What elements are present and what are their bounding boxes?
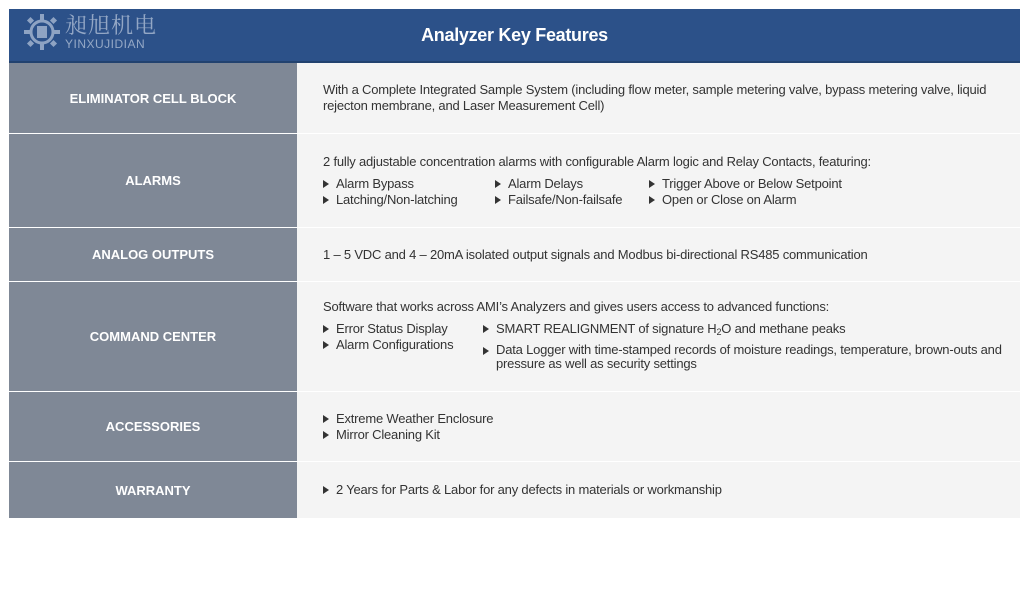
- bullet-arrow-icon: [495, 180, 501, 188]
- row-label-accessories: ACCESSORIES: [9, 392, 297, 461]
- command-center-right-list: [483, 321, 1002, 374]
- table-row: [9, 134, 1020, 228]
- list-item: Error Status Display: [323, 321, 483, 337]
- row-label-analog-outputs: ANALOG OUTPUTS: [9, 228, 297, 281]
- row-content-analog-outputs: [297, 228, 1020, 281]
- features-table: [9, 9, 1020, 518]
- bullet-arrow-icon: [649, 196, 655, 204]
- list-item: 2 Years for Parts & Labor for any defects in materials or workmanship: [323, 482, 1002, 498]
- bullet-arrow-icon: [323, 196, 329, 204]
- bullet-arrow-icon: [323, 486, 329, 494]
- bullet-arrow-icon: [323, 341, 329, 349]
- bullet-arrow-icon: [483, 325, 489, 333]
- table-row: [9, 282, 1020, 392]
- row-content-eliminator-cell-block: [297, 63, 1020, 133]
- brand-logo: [21, 11, 157, 53]
- list-item: Alarm Delays: [495, 176, 627, 192]
- gear-logo-icon: [21, 11, 63, 53]
- row-label-alarms: ALARMS: [9, 134, 297, 227]
- list-item: Mirror Cleaning Kit: [323, 427, 1002, 443]
- table-row: [9, 462, 1020, 518]
- table-row: [9, 228, 1020, 282]
- accessories-bullet-list: [323, 411, 1002, 443]
- table-header: [9, 9, 1020, 63]
- list-item: Extreme Weather Enclosure: [323, 411, 1002, 427]
- bullet-arrow-icon: [649, 180, 655, 188]
- row-label-command-center: COMMAND CENTER: [9, 282, 297, 391]
- row-description: 2 fully adjustable concentration alarms with configurable Alarm logic and Relay Contacts, featuring:: [323, 153, 871, 169]
- bullet-arrow-icon: [483, 347, 489, 355]
- list-item: Trigger Above or Below Setpoint: [649, 176, 842, 192]
- bullet-arrow-icon: [323, 415, 329, 423]
- row-content-warranty: [297, 462, 1020, 518]
- row-label-eliminator-cell-block: ELIMINATOR CELL BLOCK: [9, 63, 297, 133]
- bullet-arrow-icon: [495, 196, 501, 204]
- logo-chinese-text: 昶旭机电: [65, 12, 158, 38]
- bullet-arrow-icon: [323, 325, 329, 333]
- table-row: [9, 63, 1020, 134]
- row-content-alarms: [297, 134, 1020, 227]
- list-item: Alarm Bypass: [323, 176, 473, 192]
- alarm-bullet-list: [323, 176, 1002, 208]
- table-title: Analyzer Key Features: [421, 24, 608, 45]
- row-content-command-center: [297, 282, 1020, 391]
- row-description: Software that works across AMI’s Analyzers and gives users access to advanced functions:: [323, 299, 830, 314]
- command-center-left-list: [323, 321, 483, 374]
- list-item: Open or Close on Alarm: [649, 192, 842, 208]
- list-item: Alarm Configurations: [323, 337, 483, 353]
- warranty-bullet-list: [323, 482, 1002, 498]
- table-row: [9, 392, 1020, 462]
- bullet-arrow-icon: [323, 431, 329, 439]
- list-item: SMART REALIGNMENT of signature $H_2O$ and methane peaks: [483, 321, 1002, 340]
- list-item: Data Logger with time-stamped records of moisture readings, temperature, brown-outs and pressure as well as security settings: [483, 343, 1002, 371]
- bullet-arrow-icon: [323, 180, 329, 188]
- row-description: 1 – 5 VDC and 4 – 20mA isolated output signals and Modbus bi-directional RS485 communication: [323, 246, 868, 262]
- list-item: Latching/Non-latching: [323, 192, 473, 208]
- row-content-accessories: [297, 392, 1020, 461]
- list-item: Failsafe/Non-failsafe: [495, 192, 627, 208]
- logo-english-text: YINXUJIDIAN: [65, 36, 146, 51]
- row-description: With a Complete Integrated Sample System (including flow meter, sample metering valve, bypass metering valve, liquid rejecton membrane, and Laser Measurement Cell): [323, 82, 987, 113]
- row-label-warranty: WARRANTY: [9, 462, 297, 518]
